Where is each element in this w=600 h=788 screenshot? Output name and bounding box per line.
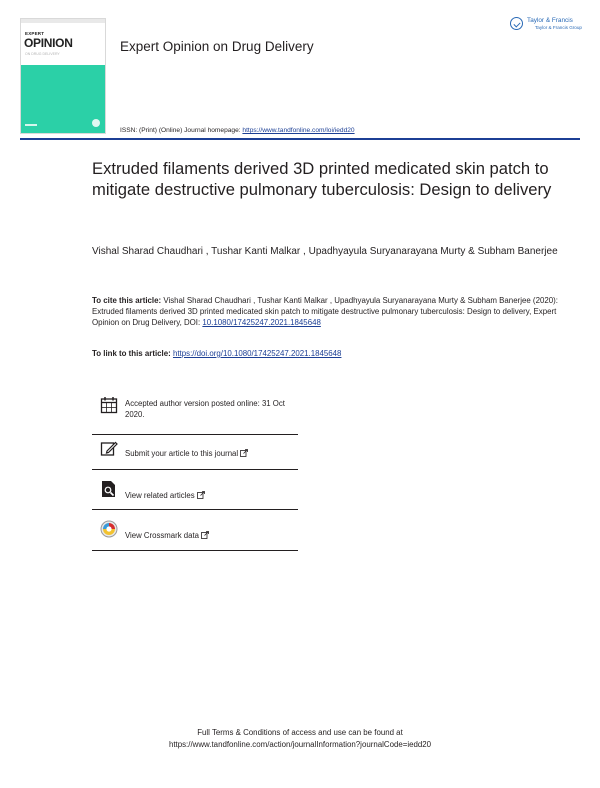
article-url-link[interactable]: https://doi.org/10.1080/17425247.2021.1845648 [172,349,342,358]
submit-article-label: Submit your article to this journal [125,449,239,458]
cover-publisher-mark [25,124,37,126]
publisher-logo-icon [510,17,523,30]
cover-green-panel [21,65,105,133]
issn-line [120,127,355,134]
calendar-icon [100,396,118,414]
citation-block [92,295,558,329]
publisher-tagline: Taylor & Francis Group [535,25,582,30]
submit-article-item[interactable] [92,435,298,470]
publisher-name: Taylor & Francis [527,17,573,24]
accepted-version-item [92,393,298,435]
search-document-icon [100,480,118,498]
citation-label: To cite this article: [92,296,162,305]
citation-text: Vishal Sharad Chaudhari , Tushar Kanti Malkar , Upadhyayula Suryanarayana Murty & Subham Banerjee (2020): Extruded filaments derived 3D printed medicated skin patch to mitigate destructive pulmonary tuberculosis: Design to delivery, Expert Opinion on Drug Delivery, DOI: [92,296,558,328]
crossmark-label: View Crossmark data [125,531,199,540]
cover-top-label: EXPERT [25,31,45,36]
external-link-icon [197,491,205,499]
cover-subtitle: ON DRUG DELIVERY [25,52,60,56]
accepted-version-text: Accepted author version posted online: 31 Oct 2020. [125,399,285,419]
terms-footer [100,727,500,750]
related-articles-item[interactable] [92,470,298,510]
related-articles-text [125,491,205,502]
publisher-logo[interactable] [510,15,582,35]
article-actions [92,393,298,551]
terms-line: Full Terms & Conditions of access and use can be found at [197,728,403,737]
crossmark-icon [100,520,118,538]
article-authors: Vishal Sharad Chaudhari , Tushar Kanti Malkar , Upadhyayula Suryanarayana Murty & Subham Banerjee [92,246,558,257]
journal-title: Expert Opinion on Drug Delivery [120,39,314,54]
issn-text: ISSN: (Print) (Online) Journal homepage: [120,127,243,134]
journal-cover [20,18,106,134]
terms-url[interactable]: https://www.tandfonline.com/action/journalInformation?journalCode=iedd20 [168,739,432,749]
crossmark-item[interactable] [92,510,298,551]
external-link-icon [201,531,209,539]
cover-logo-icon [92,119,100,127]
header-divider [20,138,580,140]
link-label: To link to this article: [92,349,173,358]
cover-journal-name: OPINION [24,36,73,50]
journal-homepage-link[interactable]: https://www.tandfonline.com/loi/iedd20 [242,127,355,134]
cover-header-strip [21,19,105,23]
article-title: Extruded filaments derived 3D printed medicated skin patch to mitigate destructive pulmonary tuberculosis: Design to delivery [92,159,552,199]
related-articles-label: View related articles [125,491,195,500]
edit-icon [100,440,118,458]
article-link-line [92,348,558,359]
doi-link[interactable]: 10.1080/17425247.2021.1845648 [202,318,321,328]
crossmark-text [125,531,209,542]
external-link-icon [240,449,248,457]
submit-article-text [125,449,248,460]
